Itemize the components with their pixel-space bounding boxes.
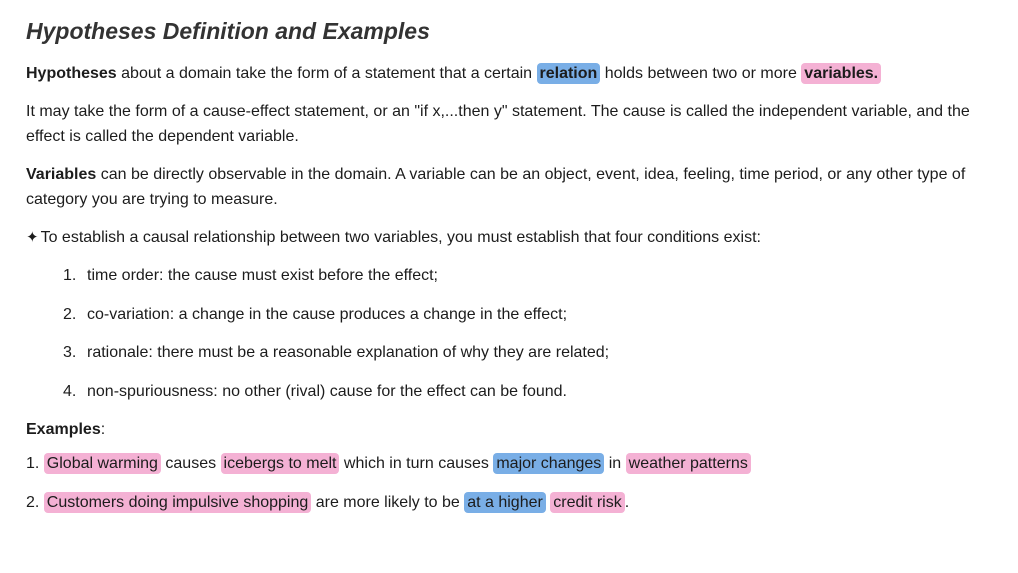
example-text: causes [160, 455, 221, 472]
page-title: Hypotheses Definition and Examples [26, 18, 430, 44]
list-item [26, 379, 996, 404]
sparkle-icon: ✦ [26, 229, 39, 246]
highlight-variables: variables. [801, 63, 881, 84]
variables-paragraph [26, 162, 996, 212]
highlight-major-changes: major changes [493, 453, 604, 474]
highlight-at-a-higher: at a higher [464, 492, 546, 513]
causal-relationship-text: To establish a causal relationship between two variables, you must establish that four conditions exist: [40, 229, 761, 246]
list-number: 4. [63, 382, 77, 400]
list-number: 2. [63, 305, 77, 323]
highlight-icebergs: icebergs to melt [221, 453, 340, 474]
hypotheses-text-a: about a domain take the form of a statement that a certain [116, 65, 537, 82]
hypotheses-text-b: holds between two or more [600, 65, 802, 82]
example-number: 1. [26, 455, 44, 472]
example-text: in [604, 455, 626, 472]
list-text: non-spuriousness: no other (rival) cause for the effect can be found. [87, 382, 567, 400]
highlight-customers: Customers doing impulsive shopping [44, 492, 311, 513]
example-1 [26, 451, 996, 476]
causal-relationship-paragraph [26, 225, 996, 250]
variables-term: Variables [26, 166, 97, 183]
highlight-global-warming: Global warming [44, 453, 161, 474]
highlight-relation: relation [537, 63, 601, 84]
highlight-credit-risk: credit risk [550, 492, 624, 513]
hypotheses-term: Hypotheses [26, 65, 117, 82]
examples-label: Examples [26, 421, 101, 438]
example-text: . [624, 493, 630, 511]
slide [26, 14, 996, 528]
examples-colon: : [100, 421, 106, 438]
hypotheses-paragraph [26, 61, 996, 86]
highlight-weather-patterns: weather patterns [626, 453, 751, 474]
cause-effect-paragraph: It may take the form of a cause-effect statement, or an "if x,...then y" statement. The cause is called the independent variable, and the effect is called the dependent variable. [26, 103, 970, 145]
example-2 [26, 490, 996, 515]
examples-heading [26, 417, 996, 442]
list-item [26, 340, 996, 365]
variables-text: can be directly observable in the domain. A variable can be an object, event, idea, feeling, time period, or any other type of category you are trying to measure. [26, 166, 966, 208]
list-text: time order: the cause must exist before the effect; [87, 267, 438, 284]
list-item [26, 263, 996, 288]
example-text: are more likely to be [311, 493, 465, 511]
list-text: rationale: there must be a reasonable explanation of why they are related; [87, 344, 610, 361]
list-text: co-variation: a change in the cause produces a change in the effect; [87, 305, 568, 323]
list-number: 3. [63, 344, 77, 361]
example-text: which in turn causes [339, 455, 494, 472]
example-number: 2. [26, 493, 44, 511]
list-item [26, 302, 996, 327]
conditions-list [26, 263, 996, 404]
list-number: 1. [63, 267, 77, 284]
